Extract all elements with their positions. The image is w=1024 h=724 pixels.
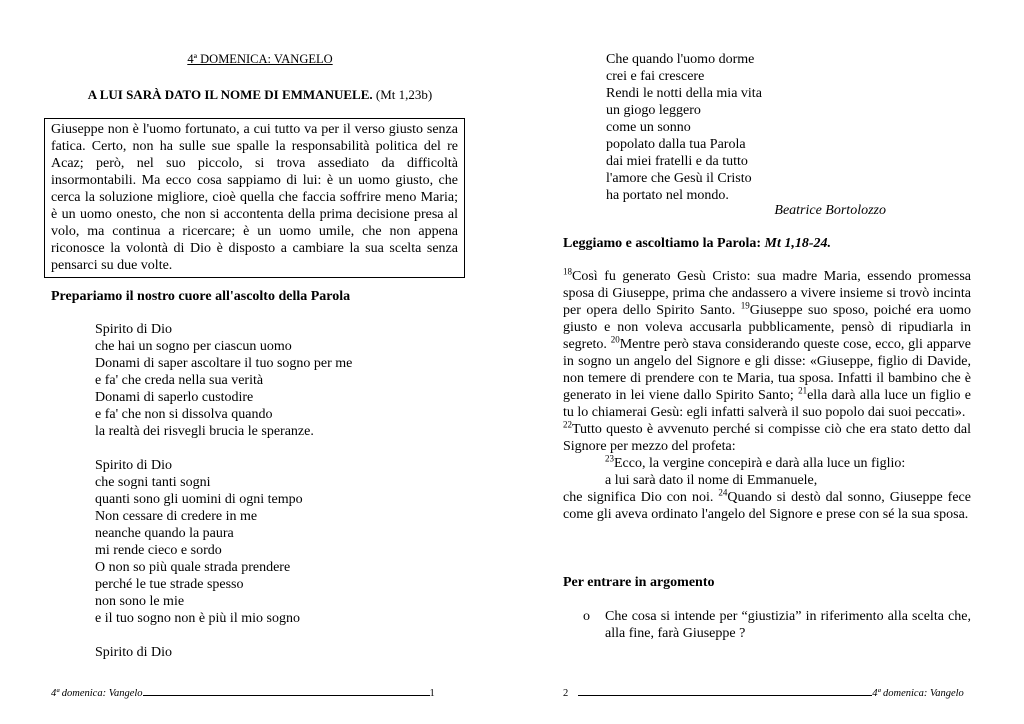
question-text: Che cosa si intende per “giustizia” in riferimento alla scelta che, alla fine, farà Giuseppe ? (605, 609, 971, 641)
footer-rule (578, 695, 872, 696)
page-number: 2 (563, 688, 569, 699)
poem-line: Spirito di Dio (95, 458, 173, 473)
gospel-paragraph-2 (563, 421, 971, 455)
poem-line: che sogni tanti sogni (95, 475, 211, 490)
verse-text: Quando si destò dal sonno, Giuseppe fece come gli aveva ordinato l'angelo del Signore e prese con sé la sua sposa. (563, 490, 971, 522)
poem-author: Beatrice Bortolozzo (774, 203, 886, 218)
poem-line: che hai un sogno per ciascun uomo (95, 339, 292, 354)
discussion-heading: Per entrare in argomento (563, 575, 715, 590)
poem-line: Spirito di Dio (95, 322, 173, 337)
verse-text: Così fu generato Gesù Cristo: sua madre Maria, essendo promessa sposa di Giuseppe, prima che andassero a vivere insieme si trovò incinta per opera dello Spirito Santo. (563, 269, 971, 318)
reading-heading-label: Leggiamo e ascoltiamo la Parola: (563, 236, 765, 251)
verse-text: ella darà alla luce un figlio e tu lo chiamerai Gesù: egli infatti salverà il suo popolo dai suoi peccati». (563, 388, 971, 420)
poem-line: come un sonno (606, 120, 691, 135)
reading-reference: Mt 1,18-24. (764, 236, 832, 251)
prayer-poem (95, 321, 352, 661)
left-page (51, 0, 469, 724)
reading-heading (563, 236, 831, 252)
stanza-gap (95, 440, 352, 457)
poem-line: Non cessare di credere in me (95, 509, 258, 524)
poem-line: la realtà dei risvegli brucia le speranze. (95, 424, 314, 439)
verse-number: 24 (718, 487, 728, 498)
gospel-text (563, 268, 971, 523)
verse-number: 23 (605, 453, 614, 464)
poem-line: quanti sono gli uomini di ogni tempo (95, 492, 303, 507)
prayer-heading: Prepariamo il nostro cuore all'ascolto della Parola (51, 289, 351, 304)
footer-rule (143, 695, 430, 696)
subtitle-reference: (Mt 1,23b) (372, 87, 433, 102)
intro-box: Giuseppe non è l'uomo fortunato, a cui tutto va per il verso giusto senza fatica. Certo, non ha sulle sue spalle la responsabilità politica del re Acaz; però, nel suo piccolo, si trova assediato da difficoltà insormontabili. Ma ecco cosa sappiamo di lui: è un uomo giusto, che cerca la soluzione migliore, cioè quella che faccia soffrire meno Maria; è un uomo onesto, che non si accontenta della prima decisione presa al volo, ma continua a ricercare; è un uomo umile, che non appena riconosce la volontà di Dio è disposto a cambiare la sua scelta senza pensarci su due volte. (44, 118, 465, 278)
discussion-question (583, 608, 971, 642)
verse-number: 21 (798, 385, 808, 396)
verse-text: Giuseppe suo sposo, poiché era uomo giusto e non voleva accusarla pubblicamente, pensò di ripudiarla in segreto. (563, 303, 971, 352)
poem-line: Che quando l'uomo dorme (606, 52, 755, 67)
left-footer (51, 688, 445, 699)
poem-line: neanche quando la paura (95, 526, 234, 541)
bullet-icon: o (583, 609, 590, 624)
poem-line: Donami di saper ascoltare il tuo sogno per me (95, 356, 353, 371)
poem-line: Donami di saperlo custodire (95, 390, 254, 405)
verse-number: 19 (740, 300, 750, 311)
verse-number: 22 (563, 419, 572, 430)
stanza-gap (95, 627, 352, 644)
poem-line: un giogo leggero (606, 103, 701, 118)
poem-line: e il tuo sogno non è più il mio sogno (95, 611, 300, 626)
poem-line: Spirito di Dio (95, 645, 173, 660)
poem-line: perché le tue strade spesso (95, 577, 244, 592)
gospel-paragraph-1 (563, 268, 971, 421)
poem-line: non sono le mie (95, 594, 185, 609)
poem-line: O non so più quale strada prendere (95, 560, 291, 575)
verse-text: Mentre però stava considerando queste cose, ecco, gli apparve in sogno un angelo del Signore e gli disse: «Giuseppe, figlio di Davide, non temere di prendere con te Maria, tua sposa. Infatti il bambino che è generato in lei viene dallo Spirito Santo; (563, 337, 972, 403)
gospel-paragraph-3 (563, 489, 971, 523)
poem-line: l'amore che Gesù il Cristo (606, 171, 752, 186)
verse-number: 18 (563, 266, 572, 277)
quote-line-1 (563, 455, 971, 472)
poem-line: mi rende cieco e sordo (95, 543, 222, 558)
poem-line: popolato dalla tua Parola (606, 137, 746, 152)
right-page (563, 0, 973, 724)
poem-line: crei e fai crescere (606, 69, 705, 84)
poem-line: ha portato nel mondo. (606, 188, 729, 203)
verse-number: 20 (610, 334, 620, 345)
verse-text: Tutto questo è avvenuto perché si compisse ciò che era stato detto dal Signore per mezzo del profeta: (563, 422, 971, 454)
page-number: 1 (429, 688, 435, 699)
right-footer (563, 688, 973, 699)
poem-line: Rendi le notti della mia vita (606, 86, 762, 101)
poem-line: e fa' che non si dissolva quando (95, 407, 273, 422)
poem-line: e fa' che creda nella sua verità (95, 373, 264, 388)
section-subtitle (51, 87, 469, 103)
footer-label: 4ª domenica: Vangelo (51, 688, 143, 699)
page-title: 4ª DOMENICA: VANGELO (187, 52, 333, 66)
verse-text: che significa Dio con noi. (563, 490, 719, 505)
poem-line: dai miei fratelli e da tutto (606, 154, 748, 169)
footer-label: 4ª domenica: Vangelo (872, 688, 964, 699)
verse-text: Ecco, la vergine concepirà e darà alla luce un figlio: (614, 456, 906, 471)
poem-continuation (606, 51, 762, 204)
subtitle-main: A LUI SARÀ DATO IL NOME DI EMMANUELE. (87, 87, 373, 102)
quote-line-2: a lui sarà dato il nome di Emmanuele, (605, 473, 818, 488)
